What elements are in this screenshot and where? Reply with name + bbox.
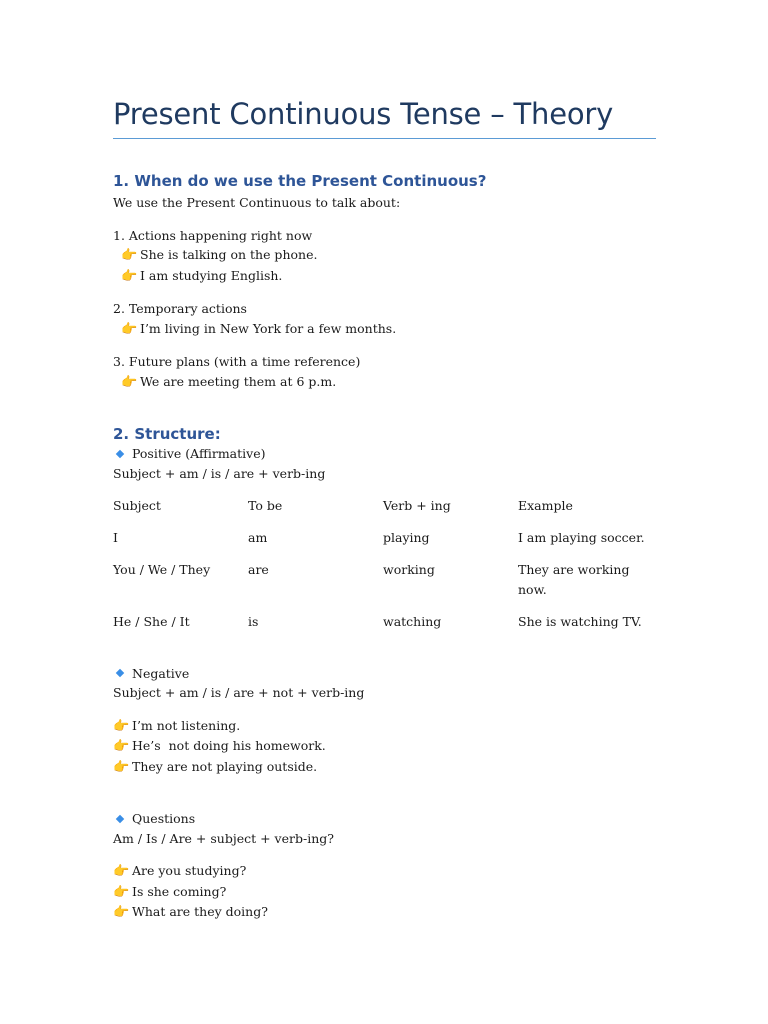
example-line: 👉 I am studying English.	[113, 266, 656, 287]
table-row	[113, 612, 656, 644]
blue-diamond-icon	[116, 449, 124, 457]
table-cell: am	[248, 530, 268, 545]
table-cell: You / We / They	[113, 562, 211, 577]
document-page	[113, 92, 656, 923]
table-cell: I am playing soccer.	[518, 530, 645, 545]
pointing-hand-icon: 👉	[113, 864, 130, 879]
table-row	[113, 528, 656, 560]
table-header-cell: Verb + ing	[383, 498, 451, 513]
positive-formula: Subject + am / is / are + verb-ing	[113, 465, 326, 481]
usage-item-1-label: 1. Actions happening right now	[113, 227, 313, 243]
structure-table	[113, 496, 656, 644]
table-cell: They are working now.	[518, 562, 630, 597]
table-header-cell: Example	[518, 498, 573, 513]
table-header-cell: To be	[248, 498, 283, 513]
pointing-hand-icon: 👉	[113, 739, 130, 754]
section-1-heading: 1. When do we use the Present Continuous?	[113, 172, 487, 190]
example-line: 👉 She is talking on the phone.	[113, 245, 656, 266]
table-cell: watching	[383, 613, 442, 629]
example-line: 👉 Is she coming?	[113, 882, 656, 903]
blue-diamond-icon	[116, 814, 124, 822]
questions-formula: Am / Is / Are + subject + verb-ing?	[113, 830, 334, 846]
table-cell: playing	[383, 530, 430, 545]
table-header-cell: Subject	[113, 498, 161, 513]
positive-label: Positive (Affirmative)	[113, 444, 656, 464]
pointing-hand-icon: 👉	[121, 321, 138, 337]
table-row	[113, 560, 656, 612]
usage-item-2-label: 2. Temporary actions	[113, 301, 247, 316]
pointing-hand-icon: 👉	[113, 905, 130, 920]
table-cell: She is watching TV.	[518, 613, 642, 629]
questions-label: Questions	[113, 809, 656, 829]
table-cell: is	[248, 613, 259, 629]
negative-formula: Subject + am / is / are + not + verb-ing	[113, 685, 365, 700]
example-line: 👉 What are they doing?	[113, 902, 656, 923]
pointing-hand-icon: 👉	[113, 884, 130, 900]
pointing-hand-icon: 👉	[113, 718, 130, 734]
pointing-hand-icon: 👉	[121, 374, 138, 390]
table-header-row	[113, 496, 656, 528]
pointing-hand-icon: 👉	[113, 759, 130, 775]
example-line: 👉 I’m not listening.	[113, 716, 656, 737]
example-line: 👉 We are meeting them at 6 p.m.	[113, 372, 656, 393]
example-line: 👉 He’s not doing his homework.	[113, 736, 656, 757]
section-1-intro: We use the Present Continuous to talk about:	[113, 195, 401, 210]
example-line: 👉 Are you studying?	[113, 861, 656, 882]
table-cell: are	[248, 562, 269, 577]
page-title: Present Continuous Tense – Theory	[113, 97, 614, 131]
table-cell: He / She / It	[113, 613, 190, 629]
section-2-heading: 2. Structure:	[113, 425, 221, 443]
blue-diamond-icon	[116, 669, 124, 677]
pointing-hand-icon: 👉	[121, 248, 138, 263]
example-line: 👉 I’m living in New York for a few months.	[113, 319, 656, 340]
pointing-hand-icon: 👉	[121, 268, 138, 284]
table-cell: I	[113, 530, 118, 545]
example-line: 👉 They are not playing outside.	[113, 757, 656, 778]
table-cell: working	[383, 562, 435, 577]
negative-label: Negative	[113, 664, 656, 684]
usage-item-3-label: 3. Future plans (with a time reference)	[113, 354, 361, 369]
